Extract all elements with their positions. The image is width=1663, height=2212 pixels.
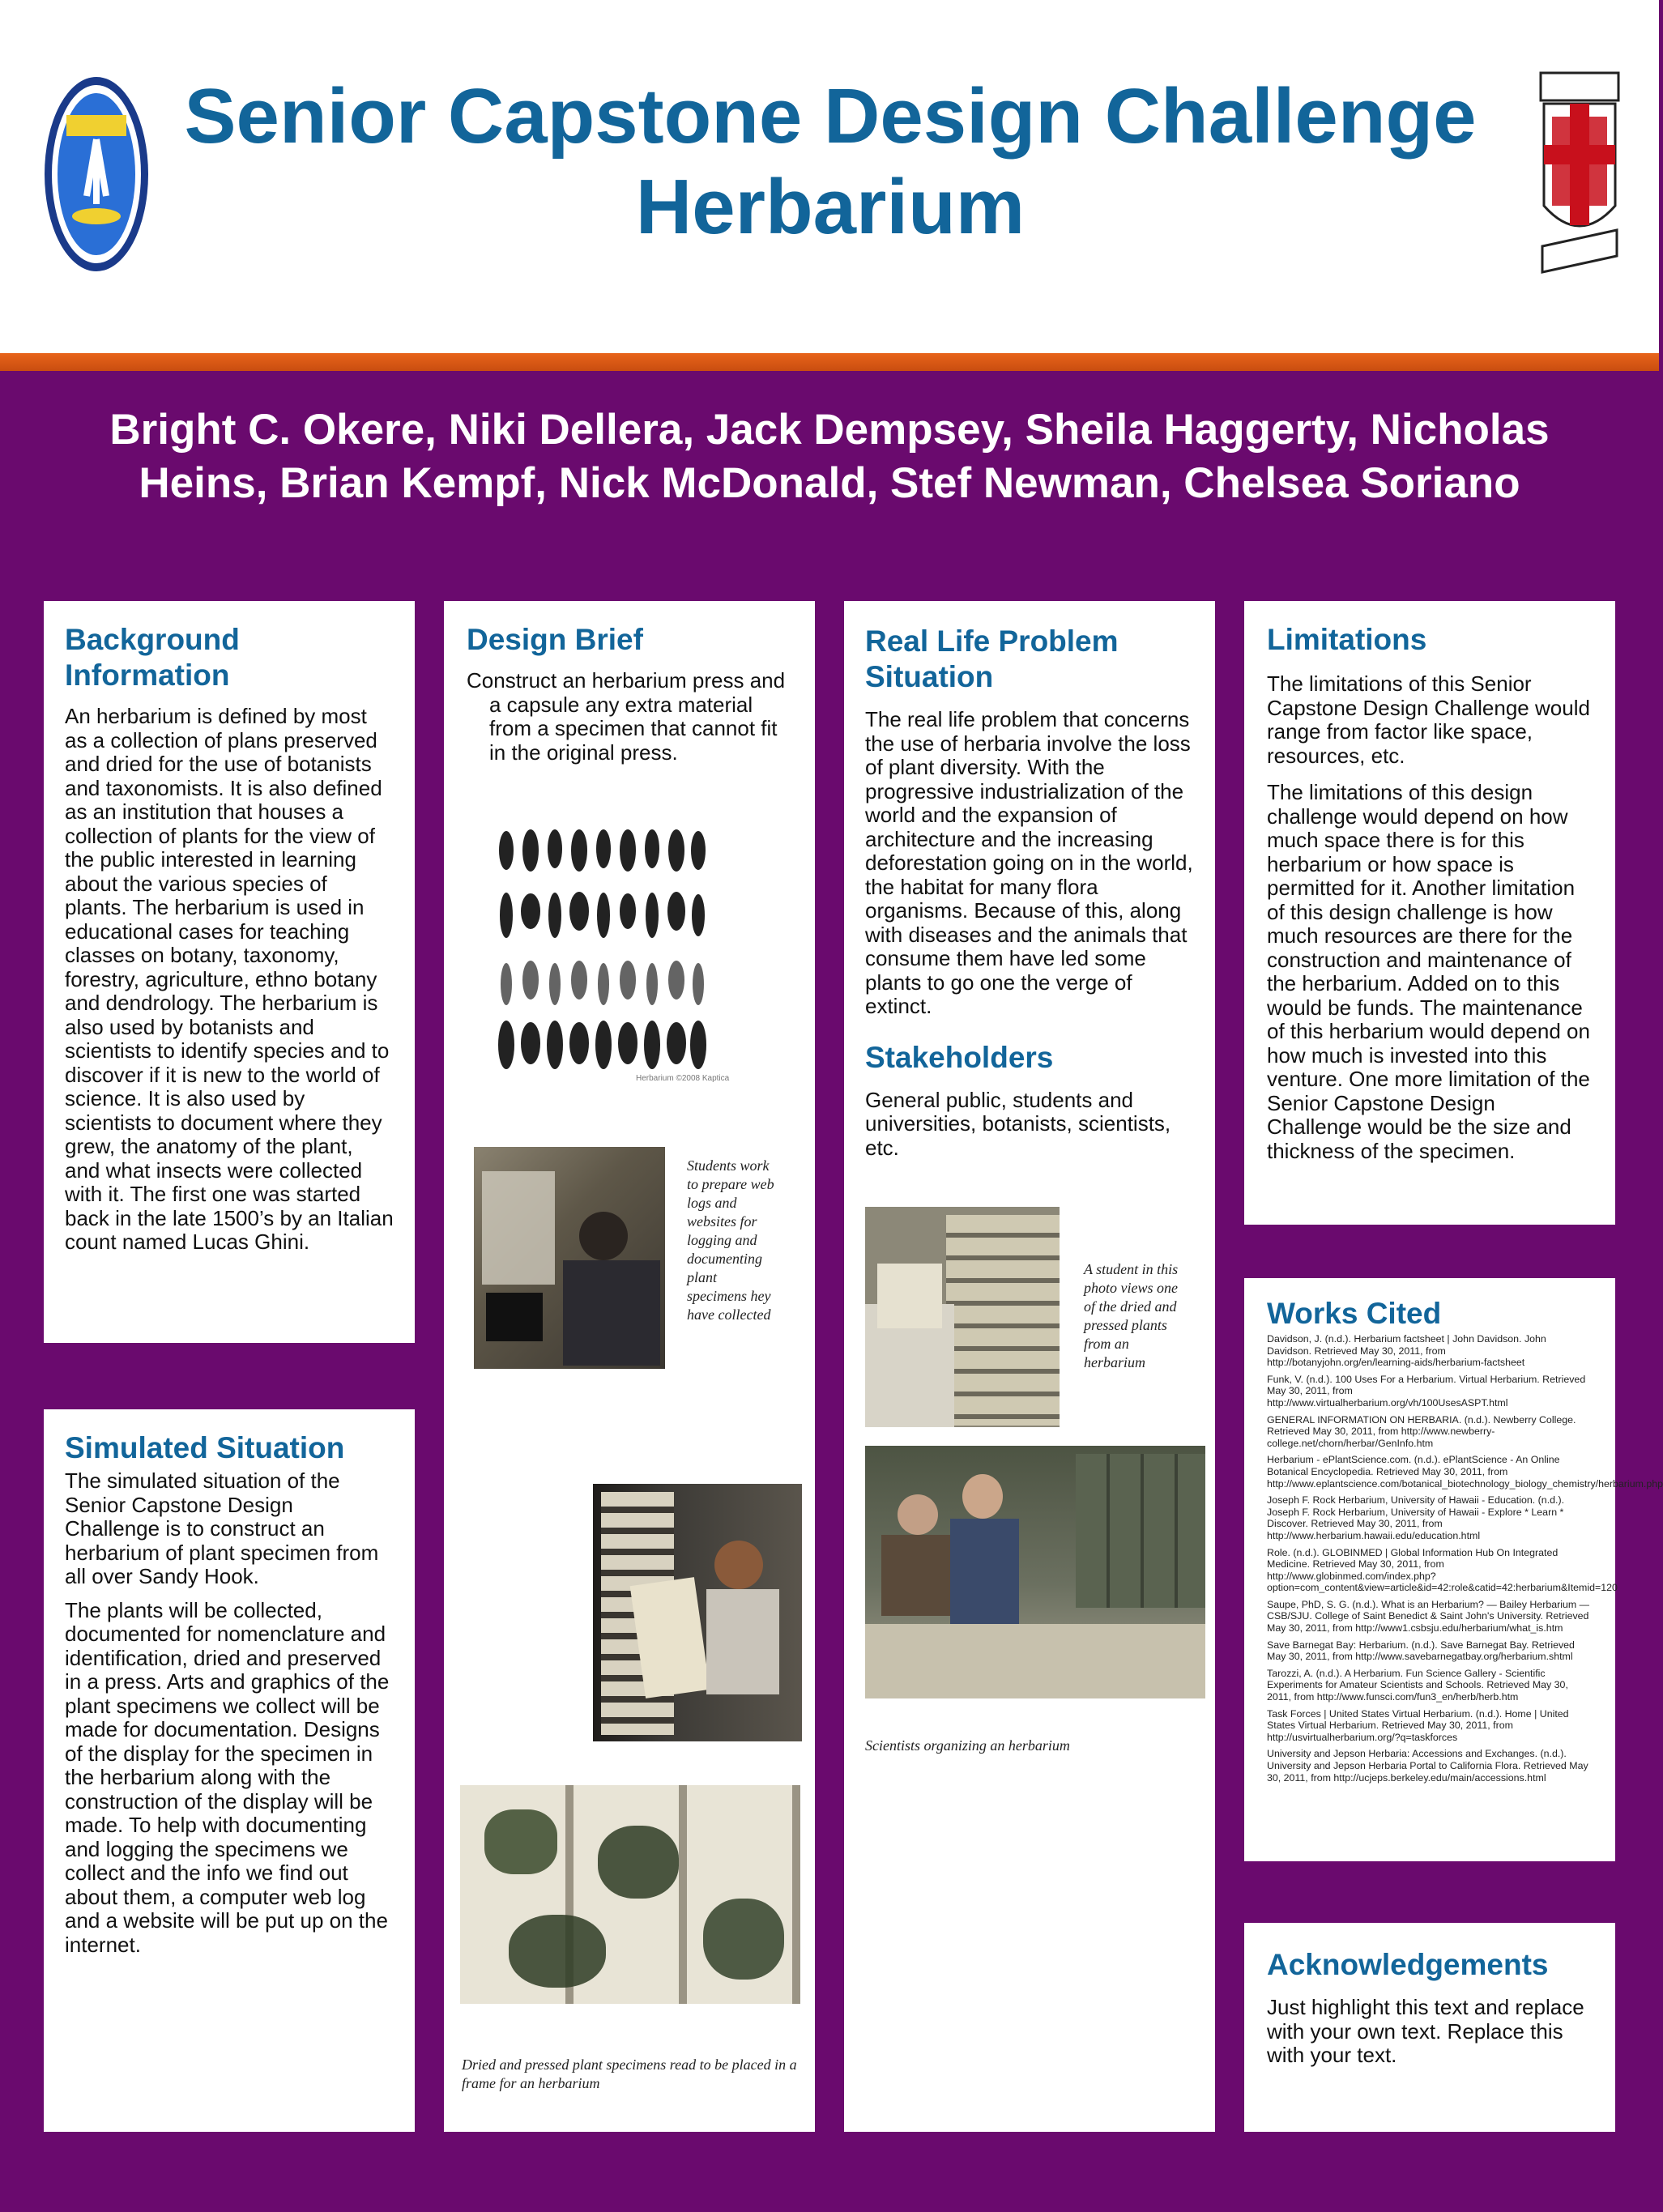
caption-scientists: Scientists organizing an herbarium: [865, 1737, 1070, 1754]
background-text: An herbarium is defined by most as a collection of plans preserved and dried for the use of botanists and taxonomists. It is also defined as an institution that houses a collection of plants for the view of the public interested in learning about the various species of plants. The herbarium is used in educational cases for teaching classes on botany, taxonomy, forestry, agriculture, ethno botany and dendrology. The herbarium is also used by botanists and scientists to identify species and to discover if it is new to the world of science. It is also used by scientists to document where they grew, the anatomy of the plant, and what insects were collected with it. The first one was started back in the late 1500’s by an Italian count named Lucas Ghini.: [65, 704, 394, 1254]
citation: Role. (n.d.). GLOBINMED | Global Information Hub On Integrated Medicine. Retrieved May 30, 2011, from http://www.globinmed.com/index.php?option=com_content&view=article&id=42:role&catid=42:herbarium&Itemid=120: [1267, 1546, 1618, 1594]
caption-students: Students work to prepare web logs and websites for logging and documenting plant specimens hey have collected: [687, 1157, 774, 1323]
scientists-photo: [865, 1446, 1205, 1698]
simulated-panel: [44, 1409, 415, 2132]
poster-title: [146, 71, 1515, 253]
poster-header: [0, 0, 1659, 354]
hospital-logo: [42, 75, 151, 274]
citation: Save Barnegat Bay: Herbarium. (n.d.). Save Barnegat Bay. Retrieved May 30, 2011, from http://www.savebarnegatbay.org/herbarium.shtml: [1267, 1639, 1575, 1663]
citation: Funk, V. (n.d.). 100 Uses For a Herbarium. Virtual Herbarium. Retrieved May 30, 2011, from http://www.virtualherbarium.org/vh/100UsesASPT.html: [1267, 1373, 1586, 1409]
stakeholders-heading: Stakeholders: [865, 1040, 1054, 1074]
stakeholders-text: General public, students and universities, botanists, scientists, etc.: [865, 1087, 1171, 1160]
limitations-heading: Limitations: [1267, 623, 1427, 656]
silhouette-credit: Herbarium ©2008 Kaptica: [636, 1074, 730, 1083]
background-heading: Background Information: [65, 623, 240, 692]
authors: [49, 403, 1610, 510]
university-crest: [1537, 68, 1622, 288]
works-cited-panel: [1244, 1278, 1663, 1861]
limitations-panel: [1244, 601, 1615, 1225]
authors-line-2: Heins, Brian Kempf, Nick McDonald, Stef Newman, Chelsea Soriano: [139, 459, 1520, 507]
authors-line-1: Bright C. Okere, Niki Dellera, Jack Dempsey, Sheila Haggerty, Nicholas: [109, 406, 1550, 454]
citation: Saupe, PhD, S. G. (n.d.). What is an Herbarium? — Bailey Herbarium — CSB/SJU. College of Saint Benedict & Saint John's University. Retrieved May 30, 2011, from http://www1.csbsju.edu/herbarium/what_is.htm: [1267, 1598, 1590, 1634]
real-life-text: The real life problem that concerns the use of herbaria involve the loss of plant diversity. With the progressive industrialization of the world and the expansion of architecture and the increasing deforestation going on in the world, the habitat for many flora organisms. Because of this, along with diseases and the animals that consume them have led some plants to go one the verge of extinct.: [865, 707, 1193, 1018]
header-divider: [0, 353, 1659, 371]
citation: Davidson, J. (n.d.). Herbarium factsheet | John Davidson. John Davidson. Retrieved May 30, 2011, from http://botanyjohn.org/en/learning-aids/herbarium-factsheet: [1267, 1333, 1546, 1369]
citation: Joseph F. Rock Herbarium, University of Hawaii - Education. (n.d.). Joseph F. Rock Herbarium, University of Hawaii - Explore * Learn * Discover. Retrieved May 30, 2011, from http://www.herbarium.hawaii.edu/education.html: [1267, 1494, 1565, 1541]
student-specimen-photo: [593, 1484, 802, 1741]
citation: Herbarium - ePlantScience.com. (n.d.). ePlantScience - An Online Botanical Encyclopedia. Retrieved May 30, 2011, from http://www.eplantscience.com/botanical_biotechnology_biology_chemistry/herbarium.php: [1267, 1454, 1663, 1490]
works-cited-heading: Works Cited: [1267, 1297, 1442, 1330]
limitations-text-2: The limitations of this design challenge would depend on how much space there is for this herbarium or how space is permitted for it. Another limitation of this design challenge is how much resources are there for the construction and maintenance of the herbarium. Added on to this would be funds. The maintenance of this herbarium would depend on how much is invested into this venture. One more limitation of the Senior Capstone Design Challenge would be the size and thickness of the specimen.: [1267, 780, 1590, 1163]
limitations-text-1: The limitations of this Senior Capstone Design Challenge would range from factor like space, resources, etc.: [1267, 671, 1590, 768]
simulated-heading: Simulated Situation: [65, 1431, 345, 1464]
dried-specimens-photo: [460, 1785, 800, 2004]
design-brief-text: Construct an herbarium press and a capsule any extra material from a specimen that cannot fit in the original press.: [467, 668, 786, 765]
acknowledgements-panel: [1244, 1923, 1615, 2132]
simulated-text-2: The plants will be collected, documented for nomenclature and identification, dried and preserved in a press. Arts and graphics of the plant specimens we collect will be made for documentation. Designs of the display for the specimen in the herbarium along with the construction of the display will be made. To help with documenting and logging the specimens we collect and the info we find out about them, a computer web log and a website will be put up on the internet.: [65, 1597, 390, 1957]
real-life-heading: Real Life Problem Situation: [865, 624, 1119, 693]
design-brief-heading: Design Brief: [467, 623, 643, 656]
caption-dried: Dried and pressed plant specimens read to be placed in a frame for an herbarium: [462, 2056, 797, 2091]
title-line-2: Herbarium: [635, 164, 1026, 250]
citation: Tarozzi, A. (n.d.). A Herbarium. Fun Science Gallery - Scientific Experiments for Amateur Scientists and Schools. Retrieved May 30, 2011, from http://www.funsci.com/fun3_en/herb/herb.htm: [1267, 1667, 1568, 1703]
acknowledgements-text: Just highlight this text and replace with your own text. Replace this with your text.: [1267, 1995, 1584, 2067]
acknowledgements-heading: Acknowledgements: [1267, 1948, 1549, 1981]
title-line-1: Senior Capstone Design Challenge: [184, 73, 1477, 160]
citation: University and Jepson Herbaria: Accessions and Exchanges. (n.d.). University and Jepson Herbaria Portal to California Flora. Retrieved May 30, 2011, from http://ucjeps.berkeley.edu/main/accessions.html: [1267, 1748, 1588, 1784]
herbarium-viewer-photo: [865, 1207, 1060, 1427]
students-computer-photo: [474, 1147, 665, 1369]
caption-student: A student in this photo views one of the dried and pressed plants from an herbarium: [1084, 1261, 1179, 1370]
plant-silhouettes-image: [494, 826, 730, 1085]
citation: Task Forces | United States Virtual Herbarium. (n.d.). Home | United States Virtual Herbarium. Retrieved May 30, 2011, from http://usvirtualherbarium.org/?q=taskforces: [1267, 1707, 1569, 1743]
simulated-text-1: The simulated situation of the Senior Capstone Design Challenge is to construct an herbarium of plant specimen from all over Sandy Hook.: [65, 1468, 379, 1588]
citation: GENERAL INFORMATION ON HERBARIA. (n.d.). Newberry College. Retrieved May 30, 2011, from http://www.newberry-college.net/chorn/herbar/GenInfo.htm: [1267, 1413, 1576, 1449]
background-panel: [44, 601, 415, 1343]
